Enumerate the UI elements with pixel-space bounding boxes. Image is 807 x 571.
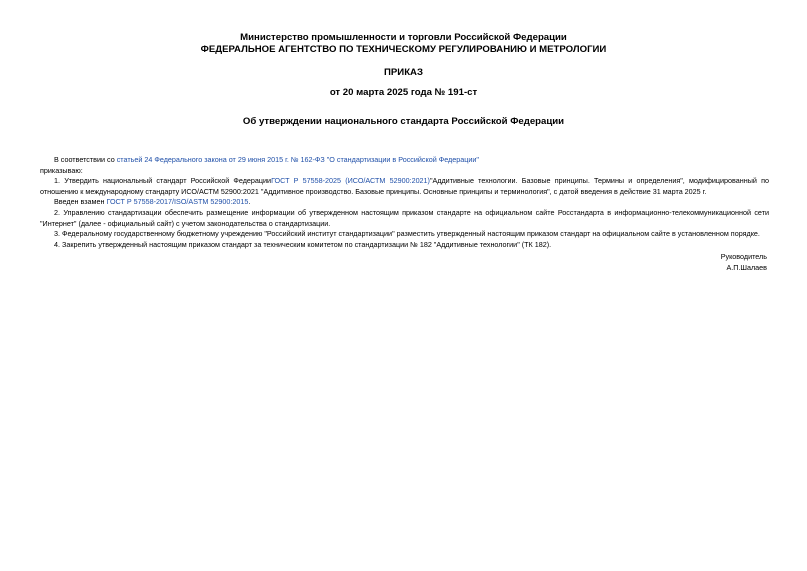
document-body [40, 155, 769, 250]
agency-name: ФЕДЕРАЛЬНОЕ АГЕНТСТВО ПО ТЕХНИЧЕСКОМУ РЕГУЛИРОВАНИЮ И МЕТРОЛОГИИ [200, 43, 607, 55]
intro-text: В соответствии со [54, 155, 117, 164]
orders-paragraph: приказываю: [40, 165, 83, 175]
replaced-text: Введен взамен [54, 197, 107, 207]
ministry-name: Министерство промышленности и торговли Российской Федерации [240, 32, 567, 43]
standard-link[interactable]: ГОСТ Р 57558-2025 (ИСО/АСТМ 52900:2021) [271, 176, 430, 186]
document-date: от 20 марта 2025 года № 191-ст [329, 87, 478, 98]
document-subject: Об утверждении национального стандарта Российской Федерации [242, 116, 565, 127]
document-type: ПРИКАЗ [384, 67, 423, 78]
law-link[interactable]: статьей 24 Федерального закона от 29 июня 2015 г. № 162-ФЗ "О стандартизации в Российской Федерации" [116, 155, 479, 164]
signatory-title: Руководитель [720, 252, 767, 261]
item-3-paragraph: 3. Федеральному государственному бюджетному учреждению "Российский институт стандартизации" разместить утвержденный настоящим приказом стандарт на официальном сайте в установленном порядке. [54, 229, 760, 239]
item-1-text: 1. Утвердить национальный стандарт Российской Федерации [54, 176, 272, 186]
replaced-suffix: . [248, 197, 251, 207]
item-1-suffix: "Аддитивные технологии. Базовые принципы. Термины и определения", модифицированный по отношению к международному стандарту ИСО/АСТМ 52900:2021 "Аддитивное производство. Базовые принципы. Основные принципы и терминология", с датой введения в действие 31 марта 2025 г. [40, 176, 769, 196]
replaced-paragraph [40, 197, 769, 208]
signature-block [721, 251, 767, 273]
document-header [0, 32, 807, 55]
item-4-paragraph: 4. Закрепить утвержденный настоящим приказом стандарт за техническим комитетом по стандартизации № 182 "Аддитивные технологии" (ТК 182). [54, 239, 552, 249]
item-2-paragraph: 2. Управлению стандартизации обеспечить размещение информации об утвержденном настоящим приказом стандарте на официальном сайте Росстандарта в информационно-телекоммуникационной сети "Интернет" (далее - официальный сайт) с учетом законодательства о стандартизации. [40, 207, 769, 228]
signatory-name: А.П.Шалаев [726, 263, 767, 272]
intro-paragraph [40, 155, 769, 166]
replaced-standard-link[interactable]: ГОСТ Р 57558-2017/ISO/ASTM 52900:2015 [106, 197, 249, 207]
item-1-paragraph [40, 176, 769, 197]
